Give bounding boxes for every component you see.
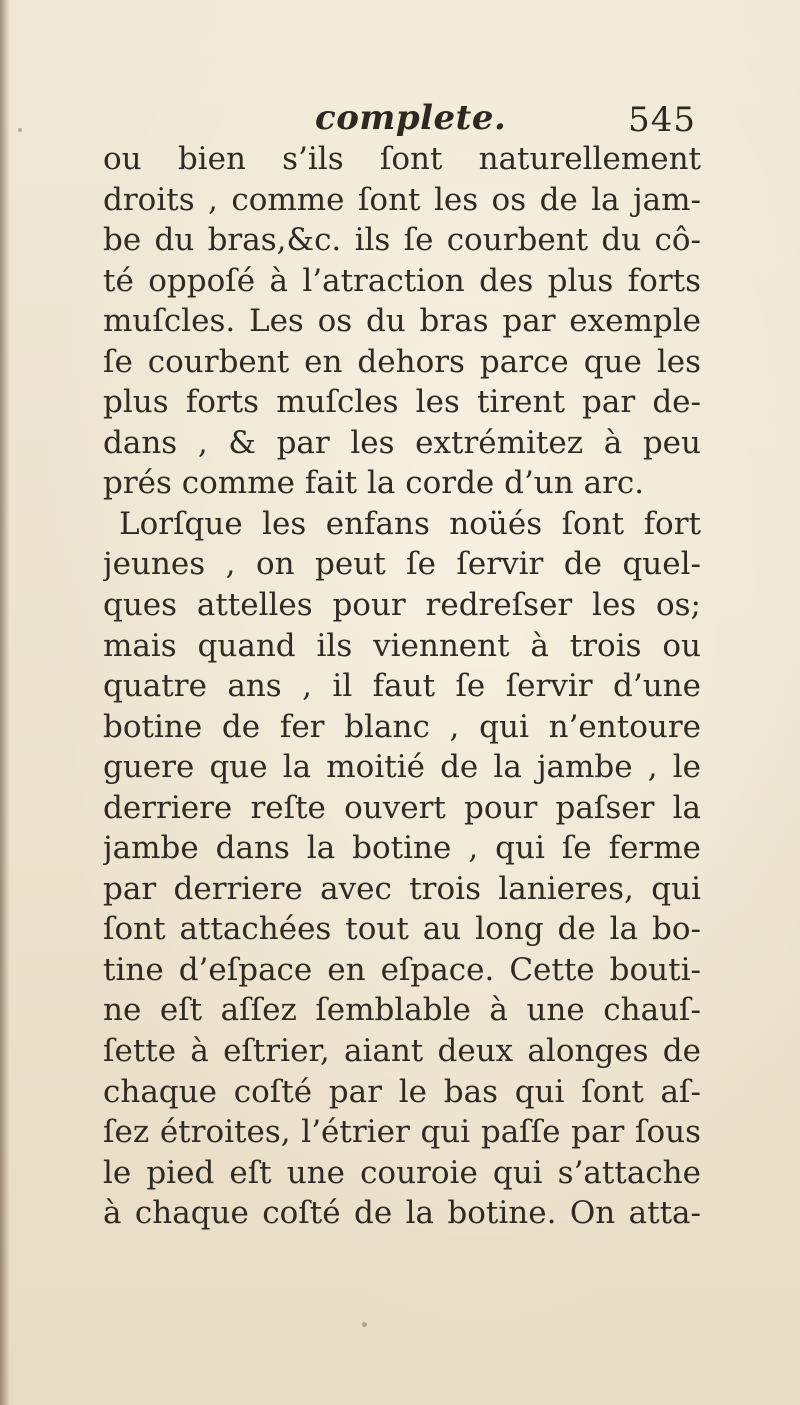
text-line: prés comme fait la corde d’un arc. bbox=[103, 465, 645, 502]
text-line: ne eſt aſſez ſemblable à une chauſ- bbox=[103, 992, 701, 1029]
paper-speck bbox=[362, 1322, 367, 1327]
text-line: botine de fer blanc , qui n’entoure bbox=[103, 708, 701, 745]
text-line: tine d’eſpace en eſpace. Cette bouti- bbox=[103, 951, 701, 988]
text-line: jambe dans la botine , qui ſe ferme bbox=[103, 830, 701, 867]
text-line: ſont attachées tout au long de la bo- bbox=[103, 911, 701, 948]
text-line: dans , & par les extrémitez à peu bbox=[103, 424, 701, 461]
text-line: à chaque coſté de la botine. On atta- bbox=[103, 1195, 701, 1232]
text-line: ſez étroites, l’étrier qui paſſe par ſous bbox=[103, 1114, 701, 1151]
page-number: 545 bbox=[628, 100, 696, 140]
text-line: ſette à eſtrier, aiant deux alonges de bbox=[103, 1033, 701, 1070]
page-spine-shadow bbox=[0, 0, 10, 1405]
text-line: mais quand ils viennent à trois ou bbox=[103, 627, 701, 664]
text-line: ou bien s’ils ſont naturellement bbox=[103, 141, 701, 177]
text-line: plus forts muſcles les tirent par de- bbox=[103, 384, 701, 421]
paper-speck bbox=[18, 128, 22, 132]
text-line: guere que la moitié de la jambe , le bbox=[103, 749, 701, 786]
text-line: ques attelles pour redreſser les os; bbox=[103, 587, 701, 624]
text-line: droits , comme ſont les os de la jam- bbox=[103, 181, 701, 218]
text-line: ſe courbent en dehors parce que les bbox=[103, 343, 701, 380]
text-line: derriere reſte ouvert pour paſser la bbox=[103, 789, 701, 826]
text-line: par derriere avec trois lanieres, qui bbox=[103, 870, 701, 907]
text-line: be du bras,&c. ils ſe courbent du cô- bbox=[103, 222, 701, 259]
text-line: chaque coſté par le bas qui ſont aſ- bbox=[103, 1073, 701, 1110]
text-line: té oppoſé à l’atraction des plus forts bbox=[103, 262, 701, 299]
body-text bbox=[103, 139, 701, 1234]
text-line: le pied eſt une couroie qui s’attache bbox=[103, 1154, 701, 1191]
running-head: complete. bbox=[315, 98, 507, 138]
text-line: muſcles. Les os du bras par exemple bbox=[103, 303, 701, 340]
text-line: quatre ans , il faut ſe ſervir d’une bbox=[103, 668, 701, 705]
text-line: Lorſque les enfans noüés ſont fort bbox=[119, 505, 701, 542]
text-line: jeunes , on peut ſe ſervir de quel- bbox=[103, 546, 701, 583]
